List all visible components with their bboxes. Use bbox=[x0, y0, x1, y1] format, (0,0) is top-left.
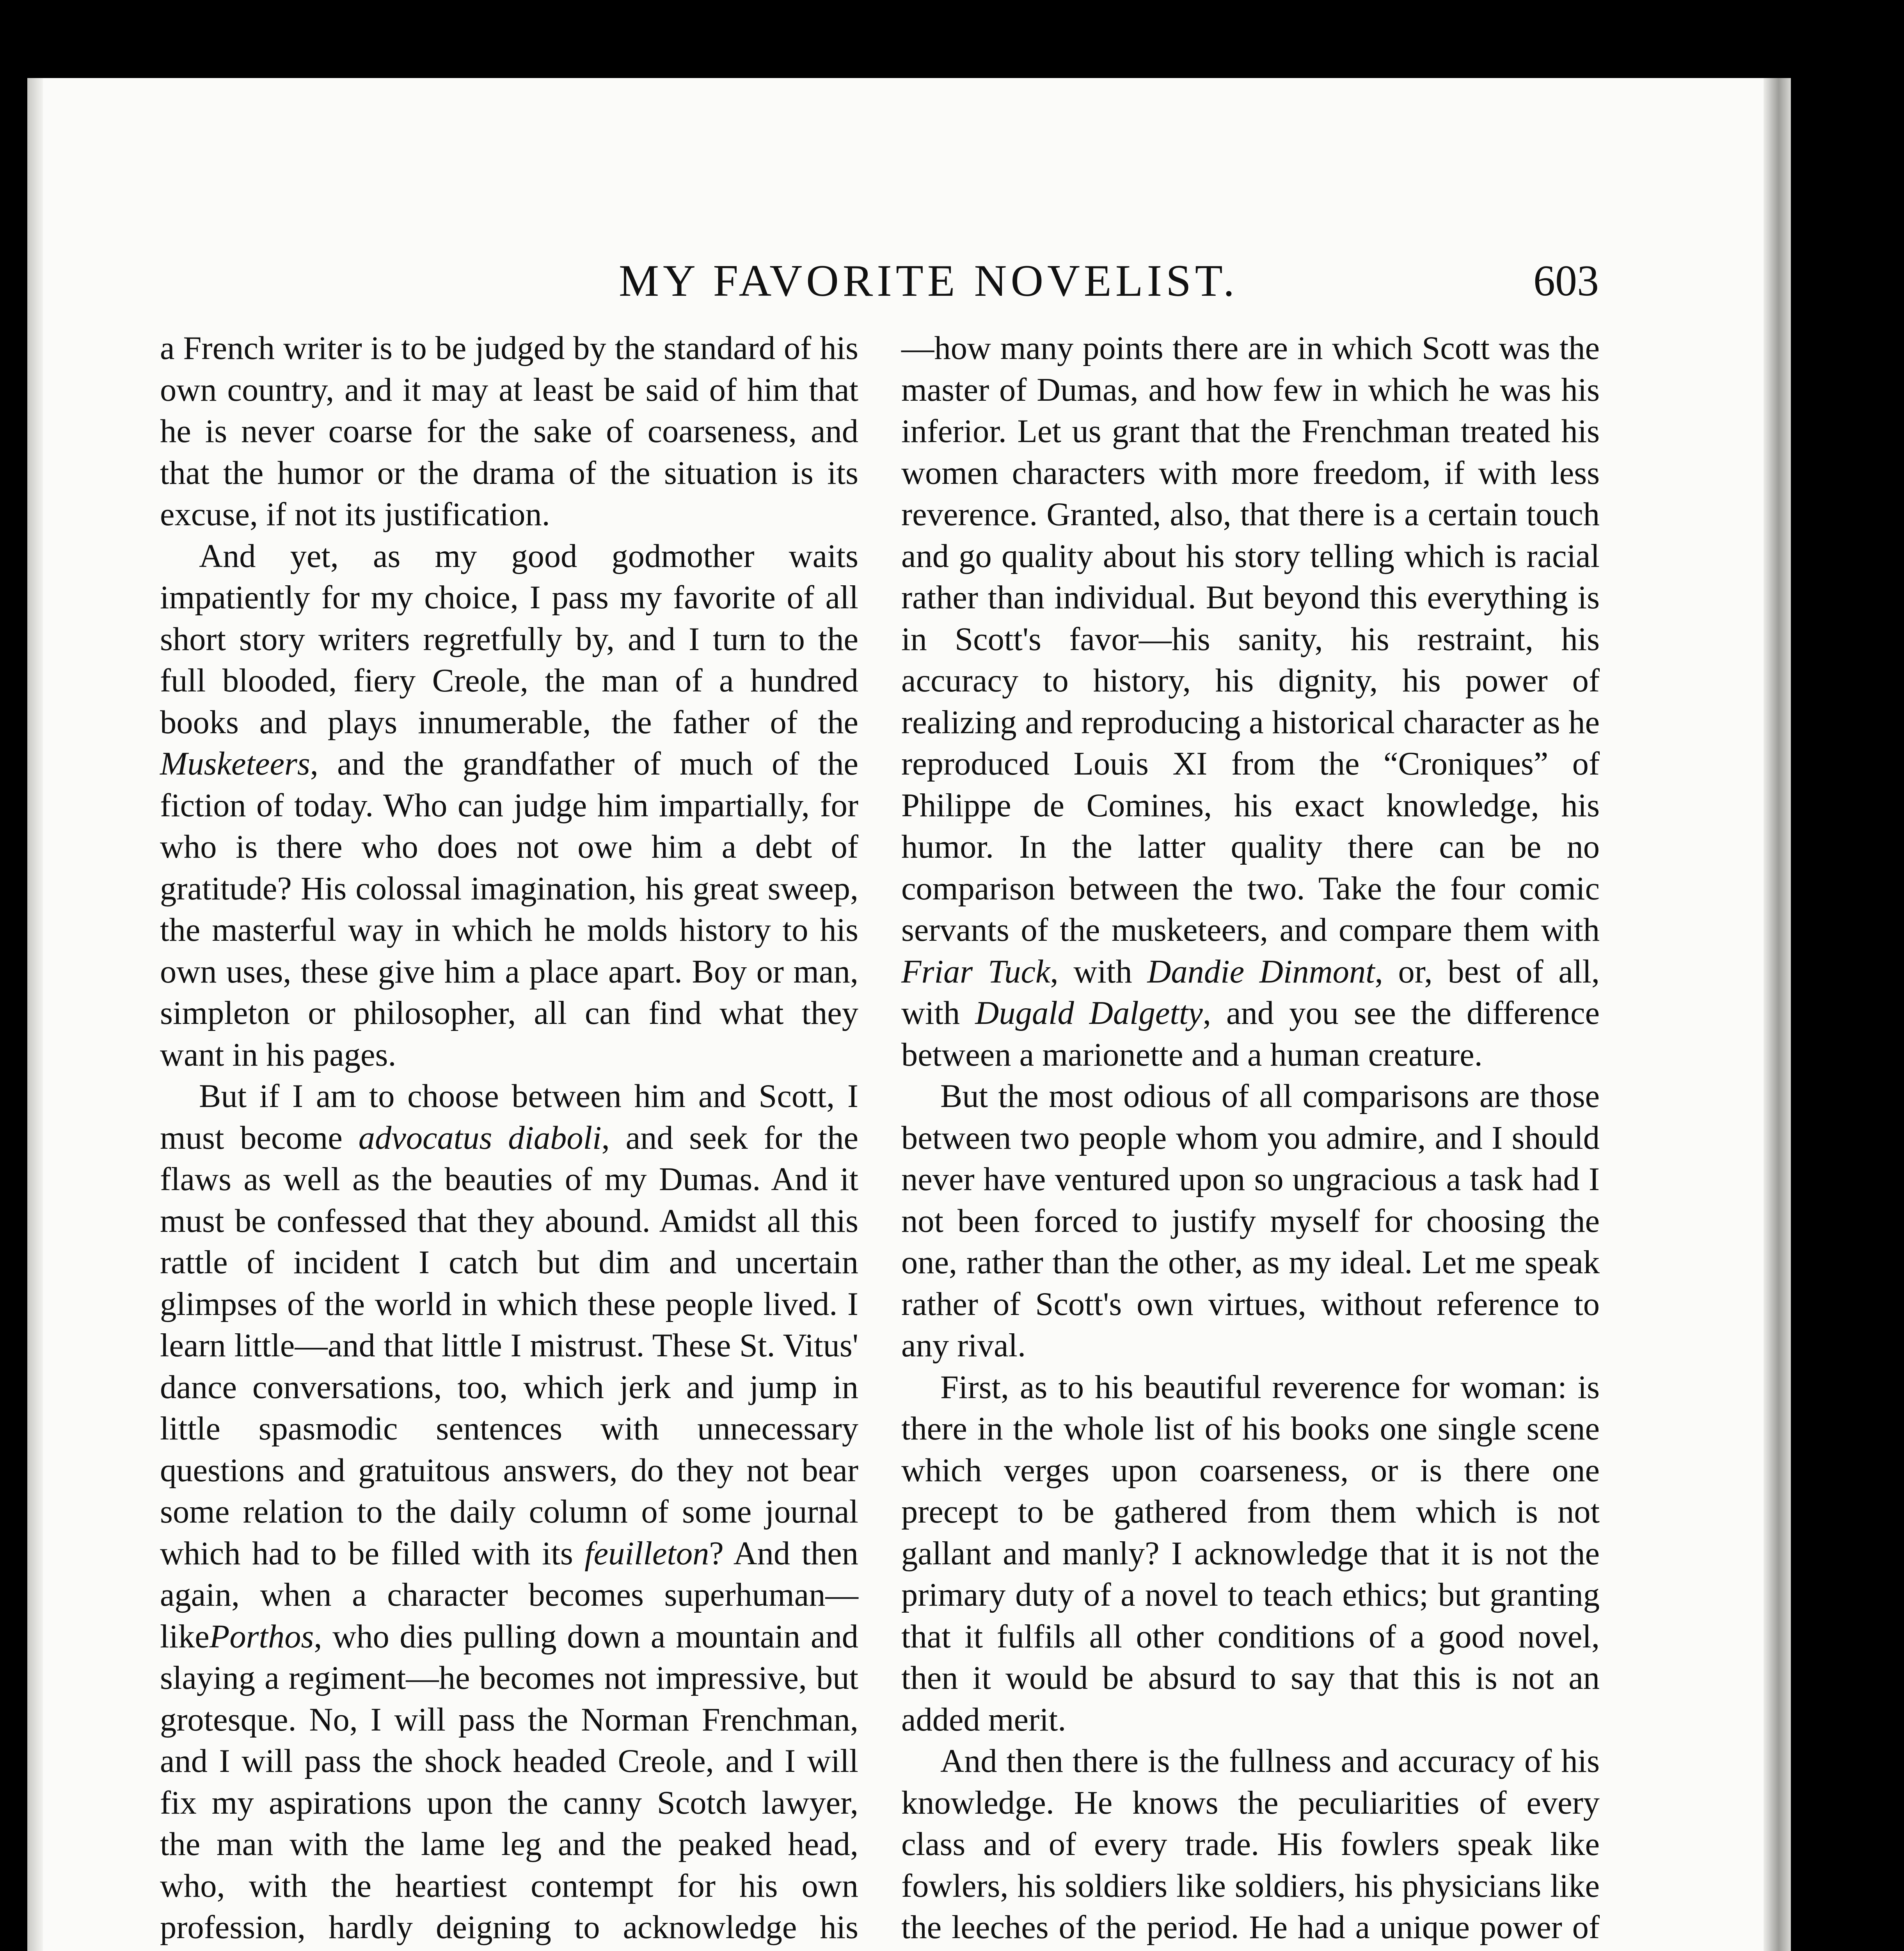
paragraph: —how many points there are in which Scott was the master of Dumas, and how few in which he was his inferior. Let us grant that the Frenchman treated his women characters with more freedom, if with less reverence. Granted, also, that there is a certain touch and go quality about his story telling which is racial rather than individual. But beyond this everything is in Scott's favor—his sanity, his restraint, his accuracy to history, his dignity, his power of realizing and reproducing a historical character as he reproduced Louis XI from the “Croniques” of Philippe de Comines, his exact knowledge, his humor. In the latter quality there can be no comparison between the two. Take the four comic servants of the musketeers, and compare them with Friar Tuck, with Dandie Dinmont, or, best of all, with Dugald Dalgetty, and you see the difference between a marionette and a human creature. bbox=[901, 330, 1600, 1073]
scanned-page bbox=[27, 78, 1791, 1951]
italic-name: Friar Tuck bbox=[901, 953, 1050, 990]
left-column bbox=[160, 328, 858, 1951]
paragraph: First, as to his beautiful reverence for woman: is there in the whole list of his books one single scene which verges upon coarseness, or is there one precept to be gathered from them which is not gallant and manly? I acknowledge that it is not the primary duty of a novel to teach ethics; but granting that it fulfils all other conditions of a good novel, then it would be absurd to say that this is not an added merit. bbox=[901, 1369, 1600, 1738]
italic-phrase: advocatus diaboli bbox=[358, 1119, 602, 1156]
italic-name: Dandie Dinmont bbox=[1147, 953, 1375, 990]
italic-phrase: feuilleton bbox=[584, 1535, 709, 1572]
paragraph: But if I am to choose between him and Scott, I must become advocatus diaboli, and seek for the flaws as well as the beauties of my Dumas. And it must be confessed that they abound. Amidst all this rattle of incident I catch but dim and uncertain glimpses of the world in which these people lived. I learn little—and that little I mistrust. These St. Vitus' dance conversations, too, which jerk and jump in little spasmodic sentences with unnecessary questions and gratuitous answers, do they not bear some relation to the daily column of some journal which had to be filled with its feuilleton? And then again, when a character becomes superhuman—likePorthos, who dies pulling down a mountain and slaying a regiment—he becomes not impressive, but grotesque. No, I will pass the Norman Frenchman, and I will pass the shock headed Creole, and I will fix my aspirations upon the canny Scotch lawyer, the man with the lame leg and the peaked head, who, with the heartiest contempt for his own profession, hardly deigning to acknowledge his bbox=[160, 1078, 858, 1946]
paragraph: But the most odious of all comparisons are those between two people whom you admire, and I should never have ventured upon so ungracious a task had I not been forced to justify myself for choosing the one, rather than the other, as my ideal. Let me speak rather of Scott's own virtues, without reference to any rival. bbox=[901, 1078, 1600, 1364]
italic-title: Musketeers bbox=[160, 746, 310, 782]
page-fold-shadow bbox=[27, 78, 43, 1951]
paragraph: And then there is the fullness and accuracy of his knowledge. He knows the peculiarities of every class and of every trade. His fowlers speak like fowlers, his soldiers like soldiers, his physicians like the leeches of the period. He had a unique power of bbox=[901, 1743, 1600, 1946]
italic-name: Dugald Dalgetty bbox=[975, 995, 1203, 1031]
paragraph: And yet, as my good godmother waits impatiently for my choice, I pass my favorite of all short story writers regretfully by, and I turn to the full blooded, fiery Creole, the man of a hundred books and plays innumerable, the father of the Musketeers, and the grandfather of much of the fiction of today. Who can judge him impartially, for who is there who does not owe him a debt of gratitude? His colossal imagination, his great sweep, the masterful way in which he molds history to his own uses, these give him a place apart. Boy or man, simpleton or philosopher, all can find what they want in his pages. bbox=[160, 538, 858, 1073]
page-number: 603 bbox=[1533, 257, 1599, 305]
page-edge bbox=[1764, 78, 1791, 1951]
page-header bbox=[27, 250, 1791, 312]
paragraph: a French writer is to be judged by the standard of his own country, and it may at least be said of him that he is never coarse for the sake of coarseness, and that the humor or the drama of the situation is its excuse, if not its justification. bbox=[160, 330, 858, 533]
running-title: MY FAVORITE NOVELIST. bbox=[618, 256, 1238, 306]
italic-name: Porthos bbox=[209, 1618, 314, 1655]
right-column bbox=[901, 328, 1600, 1951]
